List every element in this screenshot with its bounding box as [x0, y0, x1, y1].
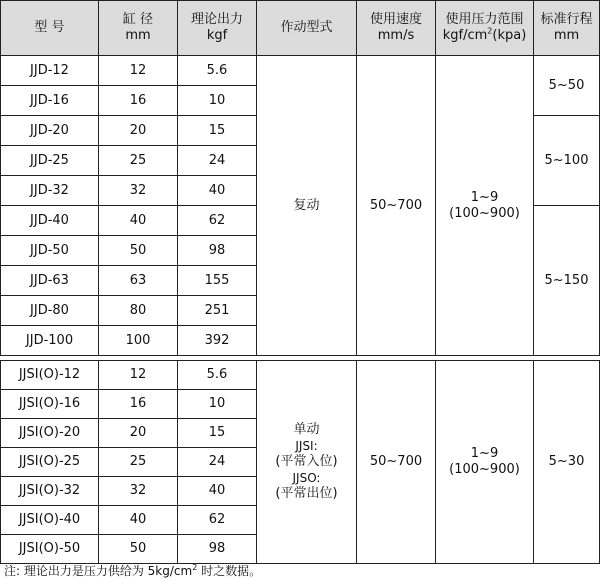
bore-cell: 20	[99, 419, 178, 448]
model-cell: JJD-100	[1, 326, 99, 356]
model-cell: JJSI(O)-50	[1, 535, 99, 564]
speed-cell: 50~700	[357, 361, 436, 564]
header-model: 型 号	[1, 1, 99, 56]
model-cell: JJD-50	[1, 236, 99, 266]
bore-cell: 32	[99, 477, 178, 506]
table-row	[1, 361, 600, 390]
force-cell: 10	[178, 390, 257, 419]
model-cell: JJD-12	[1, 56, 99, 86]
header-speed: 使用速度 mm/s	[357, 1, 436, 56]
bore-cell: 63	[99, 266, 178, 296]
model-cell: JJD-80	[1, 296, 99, 326]
force-cell: 62	[178, 206, 257, 236]
model-cell: JJSI(O)-32	[1, 477, 99, 506]
force-cell: 251	[178, 296, 257, 326]
force-cell: 15	[178, 116, 257, 146]
force-cell: 98	[178, 535, 257, 564]
bore-cell: 40	[99, 206, 178, 236]
header-pressure: 使用压力范围 kgf/$cm^2(kpa)$	[436, 1, 534, 56]
bore-cell: 16	[99, 86, 178, 116]
bore-cell: 50	[99, 535, 178, 564]
force-cell: 98	[178, 236, 257, 266]
footnote: 注: 理论出力是压力供给为 $5kg/cm^2$ 时之数据。	[4, 563, 262, 578]
bore-cell: 20	[99, 116, 178, 146]
single-acting-group	[1, 361, 600, 564]
stroke-cell: 5~100	[534, 116, 600, 206]
bore-cell: 12	[99, 56, 178, 86]
stroke-cell: 5~150	[534, 206, 600, 356]
model-cell: JJSI(O)-12	[1, 361, 99, 390]
bore-cell: 50	[99, 236, 178, 266]
force-cell: 62	[178, 506, 257, 535]
pressure-cell: 1~9 (100~900)	[436, 56, 534, 356]
bore-cell: 16	[99, 390, 178, 419]
action-cell: 复动	[257, 56, 357, 356]
force-cell: 24	[178, 146, 257, 176]
header-stroke: 标准行程 mm	[534, 1, 600, 56]
force-cell: 5.6	[178, 56, 257, 86]
header-row	[1, 1, 600, 56]
bore-cell: 12	[99, 361, 178, 390]
force-cell: 155	[178, 266, 257, 296]
bore-cell: 100	[99, 326, 178, 356]
model-cell: JJD-25	[1, 146, 99, 176]
bore-cell: 25	[99, 448, 178, 477]
speed-cell: 50~700	[357, 56, 436, 356]
force-cell: 5.6	[178, 361, 257, 390]
action-cell: 单动 JJSI: (平常入位) JJSO: (平常出位)	[257, 361, 357, 564]
double-acting-group	[1, 56, 600, 356]
stroke-cell: 5~50	[534, 56, 600, 116]
header-action: 作动型式	[257, 1, 357, 56]
model-cell: JJSI(O)-16	[1, 390, 99, 419]
model-cell: JJD-16	[1, 86, 99, 116]
bore-cell: 32	[99, 176, 178, 206]
model-cell: JJSI(O)-20	[1, 419, 99, 448]
model-cell: JJD-63	[1, 266, 99, 296]
stroke-cell: 5~30	[534, 361, 600, 564]
force-cell: 392	[178, 326, 257, 356]
force-cell: 40	[178, 477, 257, 506]
force-cell: 24	[178, 448, 257, 477]
model-cell: JJSI(O)-25	[1, 448, 99, 477]
force-cell: 10	[178, 86, 257, 116]
bore-cell: 25	[99, 146, 178, 176]
table-row	[1, 56, 600, 86]
model-cell: JJD-20	[1, 116, 99, 146]
force-cell: 40	[178, 176, 257, 206]
model-cell: JJSI(O)-40	[1, 506, 99, 535]
force-cell: 15	[178, 419, 257, 448]
bore-cell: 40	[99, 506, 178, 535]
header-bore: 缸 径 mm	[99, 1, 178, 56]
header-force: 理论出力 kgf	[178, 1, 257, 56]
model-cell: JJD-32	[1, 176, 99, 206]
model-cell: JJD-40	[1, 206, 99, 236]
pressure-cell: 1~9 (100~900)	[436, 361, 534, 564]
bore-cell: 80	[99, 296, 178, 326]
